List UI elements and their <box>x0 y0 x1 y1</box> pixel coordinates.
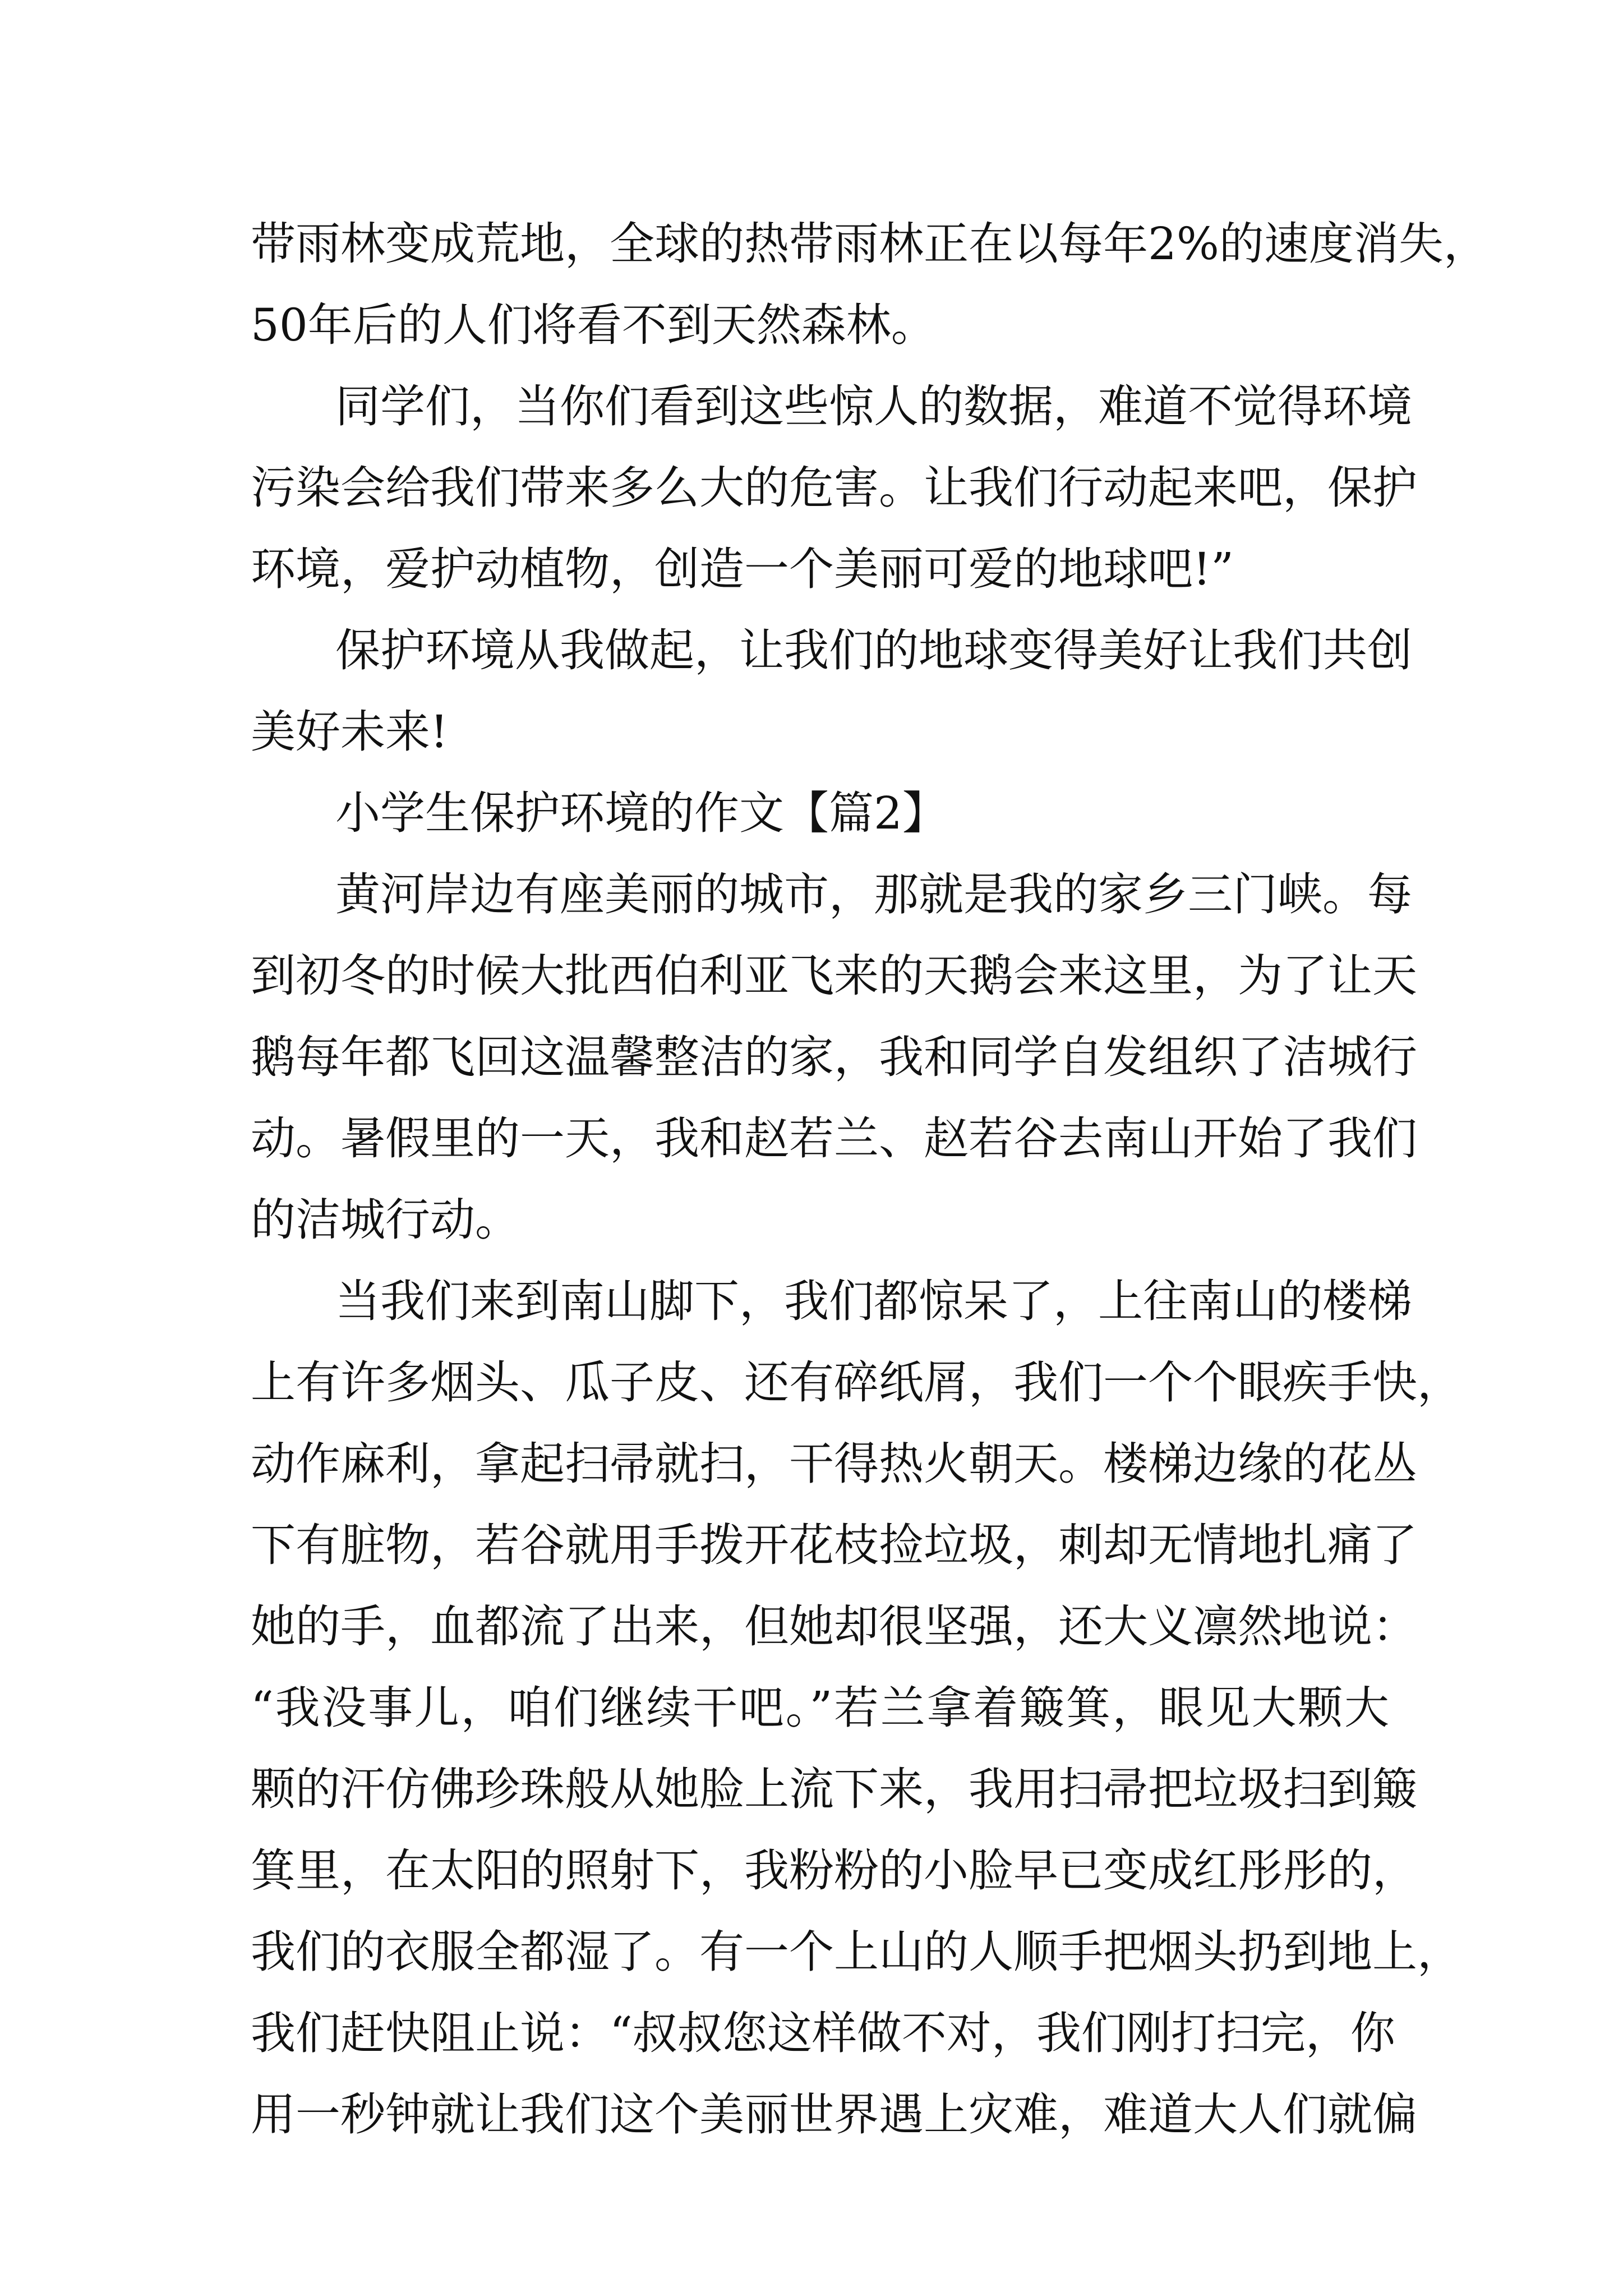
paragraph-start-line: 当我们来到南山脚下，我们都惊呆了，上往南山的楼梯 <box>335 1275 1412 1327</box>
paragraph-start-line: 黄河岸边有座美丽的城市，那就是我的家乡三门峡。每 <box>335 868 1412 921</box>
text-line: 我们的衣服全都湿了。有一个上山的人顺手把烟头扔到地上， <box>251 1926 1462 1978</box>
text-line: 环境，爱护动植物，创造一个美丽可爱的地球吧!” <box>251 543 1234 595</box>
text-line: 她的手，血都流了出来，但她却很坚强，还大义凛然地说： <box>251 1600 1417 1653</box>
text-line: 动作麻利，拿起扫帚就扫，干得热火朝天。楼梯边缘的花丛 <box>251 1438 1417 1490</box>
text-line: 污染会给我们带来多么大的危害。让我们行动起来吧，保护 <box>251 462 1417 514</box>
paragraph-start-line: 保护环境从我做起，让我们的地球变得美好让我们共创 <box>335 624 1412 677</box>
text-line: 美好未来! <box>251 706 449 758</box>
text-line: 用一秒钟就让我们这个美丽世界遇上灾难，难道大人们就偏 <box>251 2088 1417 2141</box>
text-line: “我没事儿，咱们继续干吧。”若兰拿着簸箕，眼见大颗大 <box>251 1682 1389 1734</box>
text-line: 箕里，在太阳的照射下，我粉粉的小脸早已变成红彤彤的， <box>251 1844 1417 1897</box>
text-line: 带雨林变成荒地，全球的热带雨林正在以每年2%的速度消失， <box>251 218 1488 270</box>
paragraph-start-line: 同学们，当你们看到这些惊人的数据，难道不觉得环境 <box>335 380 1412 432</box>
text-line: 50年后的人们将看不到天然森林。 <box>251 299 936 351</box>
text-line: 到初冬的时候大批西伯利亚飞来的天鹅会来这里，为了让天 <box>251 950 1417 1002</box>
text-line: 鹅每年都飞回这温馨整洁的家，我和同学自发组织了洁城行 <box>251 1031 1417 1083</box>
text-line: 动。暑假里的一天，我和赵若兰、赵若谷去南山开始了我们 <box>251 1112 1417 1165</box>
text-line: 我们赶快阻止说：“叔叔您这样做不对，我们刚打扫完，你 <box>251 2007 1395 2059</box>
text-line: 下有脏物，若谷就用手拨开花枝捡垃圾，刺却无情地扎痛了 <box>251 1519 1417 1571</box>
text-line: 上有许多烟头、瓜子皮、还有碎纸屑，我们一个个眼疾手快， <box>251 1356 1462 1409</box>
section-heading: 小学生保护环境的作文【篇2】 <box>335 787 947 839</box>
text-line: 的洁城行动。 <box>251 1194 520 1246</box>
text-line: 颗的汗仿佛珍珠般从她脸上流下来，我用扫帚把垃圾扫到簸 <box>251 1763 1417 1815</box>
